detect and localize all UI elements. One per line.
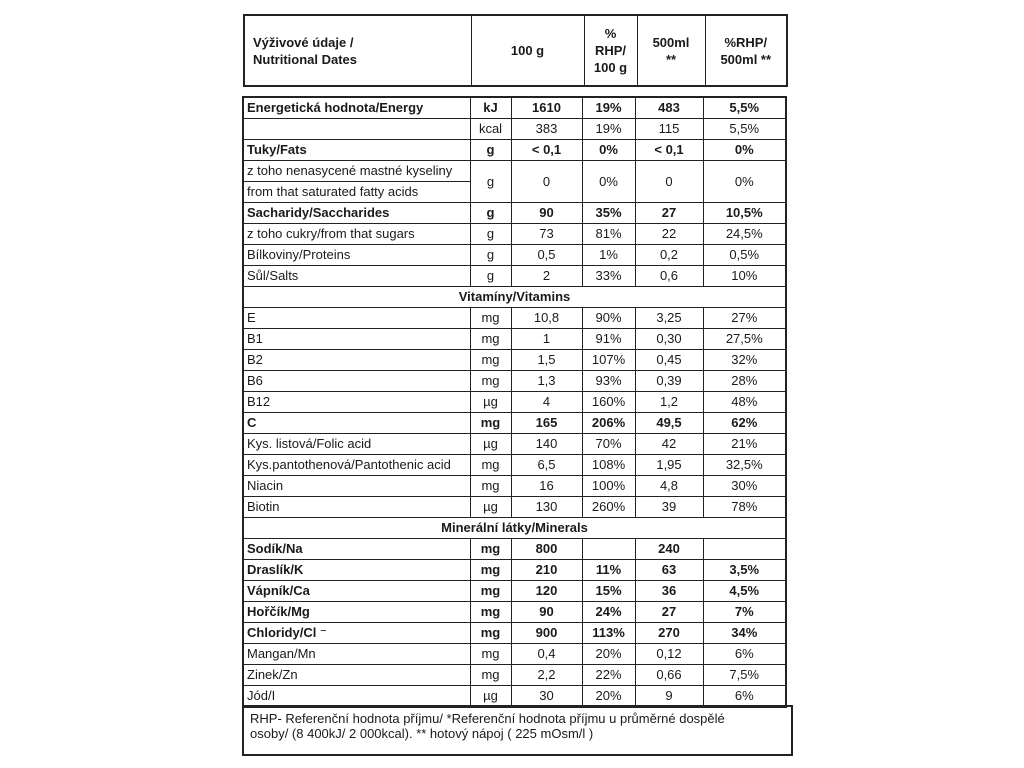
footnote <box>242 705 793 756</box>
rhp-500ml: 10% <box>703 266 786 287</box>
rhp-500ml: 30% <box>703 476 786 497</box>
nutrient-unit: mg <box>470 623 511 644</box>
rhp-100g: 113% <box>582 623 635 644</box>
header-row <box>244 15 787 86</box>
nutrient-unit: mg <box>470 308 511 329</box>
nutrient-row <box>243 413 786 434</box>
nutrient-row <box>243 97 786 119</box>
nutrient-row <box>243 686 786 708</box>
rhp-500ml: 3,5% <box>703 560 786 581</box>
rhp-100g <box>582 539 635 560</box>
rhp-100g: 22% <box>582 665 635 686</box>
nutrient-name: Sacharidy/Saccharides <box>243 203 470 224</box>
nutrient-row <box>243 497 786 518</box>
rhp-100g: 206% <box>582 413 635 434</box>
header-table <box>243 14 788 87</box>
nutrient-unit: mg <box>470 329 511 350</box>
nutrient-row <box>243 581 786 602</box>
value-100g: 0,5 <box>511 245 582 266</box>
value-100g: 30 <box>511 686 582 708</box>
value-500ml: 4,8 <box>635 476 703 497</box>
nutrient-name-line1: z toho nenasycené mastné kyseliny <box>247 163 453 178</box>
nutrient-name: Bílkoviny/Proteins <box>243 245 470 266</box>
nutrient-unit: g <box>470 266 511 287</box>
rhp-500ml: 0% <box>703 140 786 161</box>
rhp-500ml: 24,5% <box>703 224 786 245</box>
nutrient-row <box>243 665 786 686</box>
nutrient-unit: mg <box>470 350 511 371</box>
nutrient-row <box>243 245 786 266</box>
nutrient-row <box>243 224 786 245</box>
nutrient-unit: mg <box>470 665 511 686</box>
value-100g: < 0,1 <box>511 140 582 161</box>
value-100g: 4 <box>511 392 582 413</box>
nutrient-name: Vápník/Ca <box>243 581 470 602</box>
nutrient-unit: g <box>470 224 511 245</box>
rhp-500ml: 32% <box>703 350 786 371</box>
rhp-500ml: 5,5% <box>703 119 786 140</box>
header-100g: 100 g <box>471 15 584 86</box>
nutrient-name: C <box>243 413 470 434</box>
rhp-100g: 19% <box>582 119 635 140</box>
nutrient-unit: mg <box>470 560 511 581</box>
rhp-500ml: 78% <box>703 497 786 518</box>
nutrient-row <box>243 455 786 476</box>
value-100g: 73 <box>511 224 582 245</box>
rhp-100g: 15% <box>582 581 635 602</box>
header-rhp-500ml <box>705 15 787 86</box>
header-rhp-100g-line1: % <box>604 26 617 41</box>
value-100g: 10,8 <box>511 308 582 329</box>
nutrient-unit: kcal <box>470 119 511 140</box>
nutrient-unit: g <box>470 140 511 161</box>
rhp-500ml: 0,5% <box>703 245 786 266</box>
nutrient-unit: µg <box>470 497 511 518</box>
nutrient-row <box>243 560 786 581</box>
value-500ml: 0,6 <box>635 266 703 287</box>
rhp-100g: 20% <box>582 686 635 708</box>
value-500ml: 27 <box>635 602 703 623</box>
value-500ml: 3,25 <box>635 308 703 329</box>
nutrient-name: B2 <box>243 350 470 371</box>
rhp-500ml: 6% <box>703 644 786 665</box>
value-500ml: 270 <box>635 623 703 644</box>
value-500ml: 42 <box>635 434 703 455</box>
header-rhp-100g <box>584 15 637 86</box>
nutrient-name: Tuky/Fats <box>243 140 470 161</box>
nutrient-name: Jód/I <box>243 686 470 708</box>
nutrient-name: Biotin <box>243 497 470 518</box>
nutrient-unit: µg <box>470 434 511 455</box>
nutrient-row <box>243 350 786 371</box>
nutrient-unit: mg <box>470 602 511 623</box>
rhp-500ml: 10,5% <box>703 203 786 224</box>
nutrition-table-body <box>243 97 786 707</box>
nutrition-table <box>242 96 787 708</box>
value-500ml: 49,5 <box>635 413 703 434</box>
nutrient-row <box>243 140 786 161</box>
rhp-100g: 107% <box>582 350 635 371</box>
value-500ml: 0,12 <box>635 644 703 665</box>
header-name-line1: Výživové údaje / <box>253 34 354 50</box>
nutrient-unit: mg <box>470 644 511 665</box>
value-100g: 1 <box>511 329 582 350</box>
nutrient-row <box>243 119 786 140</box>
rhp-500ml: 28% <box>703 371 786 392</box>
value-100g: 140 <box>511 434 582 455</box>
rhp-500ml: 27% <box>703 308 786 329</box>
nutrient-unit: mg <box>470 581 511 602</box>
nutrient-name: Sůl/Salts <box>243 266 470 287</box>
nutrient-name: Kys. listová/Folic acid <box>243 434 470 455</box>
rhp-100g: 70% <box>582 434 635 455</box>
header-500ml-line1: 500ml <box>652 34 690 50</box>
nutrient-row <box>243 266 786 287</box>
header-name-cell <box>244 15 471 86</box>
header-rhp-100g-line3: 100 g <box>593 60 628 75</box>
nutrient-row <box>243 623 786 644</box>
value-100g: 16 <box>511 476 582 497</box>
header-rhp-100g-line2: RHP/ <box>594 43 627 58</box>
nutrient-row <box>243 161 786 203</box>
rhp-100g: 108% <box>582 455 635 476</box>
nutrient-row <box>243 392 786 413</box>
rhp-500ml: 5,5% <box>703 97 786 119</box>
value-500ml: 36 <box>635 581 703 602</box>
header-500ml-line2: ** <box>665 51 677 67</box>
nutrient-name: Zinek/Zn <box>243 665 470 686</box>
nutrient-unit: µg <box>470 686 511 708</box>
rhp-500ml: 0% <box>703 161 786 203</box>
rhp-500ml: 4,5% <box>703 581 786 602</box>
rhp-100g: 160% <box>582 392 635 413</box>
nutrient-unit: kJ <box>470 97 511 119</box>
nutrient-name: B12 <box>243 392 470 413</box>
value-100g: 2,2 <box>511 665 582 686</box>
rhp-100g: 81% <box>582 224 635 245</box>
value-100g: 90 <box>511 602 582 623</box>
nutrient-name <box>243 161 470 203</box>
rhp-100g: 24% <box>582 602 635 623</box>
value-100g: 0 <box>511 161 582 203</box>
section-title-vitamins-row <box>243 287 786 308</box>
rhp-500ml: 62% <box>703 413 786 434</box>
rhp-100g: 1% <box>582 245 635 266</box>
section-title-minerals: Minerální látky/Minerals <box>243 518 786 539</box>
nutrient-row <box>243 371 786 392</box>
value-500ml: 0,2 <box>635 245 703 266</box>
value-500ml: 0,30 <box>635 329 703 350</box>
rhp-100g: 33% <box>582 266 635 287</box>
nutrient-row <box>243 434 786 455</box>
nutrient-unit: mg <box>470 455 511 476</box>
rhp-500ml: 7% <box>703 602 786 623</box>
value-100g: 120 <box>511 581 582 602</box>
nutrient-row <box>243 476 786 497</box>
value-500ml: 483 <box>635 97 703 119</box>
nutrient-unit: mg <box>470 539 511 560</box>
rhp-500ml: 27,5% <box>703 329 786 350</box>
nutrient-unit: mg <box>470 371 511 392</box>
footnote-line2: osoby/ (8 400kJ/ 2 000kcal). ** hotový nápoj ( 225 mOsm/l ) <box>250 726 594 741</box>
rhp-100g: 20% <box>582 644 635 665</box>
nutrient-unit: µg <box>470 392 511 413</box>
header-name-line2: Nutritional Dates <box>253 51 358 67</box>
rhp-500ml: 32,5% <box>703 455 786 476</box>
nutrient-name: Mangan/Mn <box>243 644 470 665</box>
rhp-500ml <box>703 539 786 560</box>
nutrient-row <box>243 602 786 623</box>
value-100g: 383 <box>511 119 582 140</box>
value-500ml: 0,39 <box>635 371 703 392</box>
nutrient-name: z toho cukry/from that sugars <box>243 224 470 245</box>
value-500ml: 39 <box>635 497 703 518</box>
rhp-100g: 91% <box>582 329 635 350</box>
nutrient-row <box>243 644 786 665</box>
rhp-500ml: 6% <box>703 686 786 708</box>
rhp-100g: 93% <box>582 371 635 392</box>
rhp-100g: 19% <box>582 97 635 119</box>
nutrient-unit: g <box>470 245 511 266</box>
rhp-500ml: 48% <box>703 392 786 413</box>
nutrient-row <box>243 539 786 560</box>
value-500ml: 9 <box>635 686 703 708</box>
rhp-500ml: 7,5% <box>703 665 786 686</box>
value-100g: 165 <box>511 413 582 434</box>
section-title-minerals-row <box>243 518 786 539</box>
rhp-100g: 260% <box>582 497 635 518</box>
nutrient-name: Kys.pantothenová/Pantothenic acid <box>243 455 470 476</box>
value-100g: 1,5 <box>511 350 582 371</box>
nutrient-name <box>243 119 470 140</box>
value-500ml: 0,66 <box>635 665 703 686</box>
header-500ml <box>637 15 705 86</box>
header-rhp-500ml-line2: 500ml ** <box>720 51 772 67</box>
nutrient-name: Niacin <box>243 476 470 497</box>
value-100g: 800 <box>511 539 582 560</box>
rhp-100g: 35% <box>582 203 635 224</box>
nutrient-name-line2: from that saturated fatty acids <box>244 181 470 202</box>
value-100g: 0,4 <box>511 644 582 665</box>
value-500ml: < 0,1 <box>635 140 703 161</box>
nutrient-name: Sodík/Na <box>243 539 470 560</box>
rhp-100g: 0% <box>582 161 635 203</box>
nutrient-name: Chloridy/Cl ⁻ <box>243 623 470 644</box>
value-100g: 90 <box>511 203 582 224</box>
nutrient-unit: mg <box>470 413 511 434</box>
value-500ml: 22 <box>635 224 703 245</box>
nutrient-name: B6 <box>243 371 470 392</box>
value-100g: 1610 <box>511 97 582 119</box>
section-title-vitamins: Vitamíny/Vitamins <box>243 287 786 308</box>
value-500ml: 27 <box>635 203 703 224</box>
value-100g: 900 <box>511 623 582 644</box>
nutrient-row <box>243 308 786 329</box>
value-500ml: 240 <box>635 539 703 560</box>
nutrient-name: E <box>243 308 470 329</box>
nutrient-name: Energetická hodnota/Energy <box>243 97 470 119</box>
footnote-line1: RHP- Referenční hodnota příjmu/ *Referenční hodnota příjmu u průměrné dospělé <box>250 711 725 726</box>
nutrient-unit: g <box>470 161 511 203</box>
value-500ml: 0 <box>635 161 703 203</box>
value-500ml: 115 <box>635 119 703 140</box>
rhp-100g: 0% <box>582 140 635 161</box>
rhp-100g: 11% <box>582 560 635 581</box>
value-100g: 2 <box>511 266 582 287</box>
nutrient-unit: g <box>470 203 511 224</box>
value-100g: 210 <box>511 560 582 581</box>
nutrient-name: B1 <box>243 329 470 350</box>
value-100g: 6,5 <box>511 455 582 476</box>
value-100g: 1,3 <box>511 371 582 392</box>
value-500ml: 63 <box>635 560 703 581</box>
value-100g: 130 <box>511 497 582 518</box>
header-rhp-500ml-line1: %RHP/ <box>724 34 768 50</box>
nutrient-name: Hořčík/Mg <box>243 602 470 623</box>
nutrient-unit: mg <box>470 476 511 497</box>
rhp-500ml: 21% <box>703 434 786 455</box>
nutrient-row <box>243 329 786 350</box>
nutrient-name: Draslík/K <box>243 560 470 581</box>
value-500ml: 1,95 <box>635 455 703 476</box>
rhp-100g: 100% <box>582 476 635 497</box>
rhp-500ml: 34% <box>703 623 786 644</box>
value-500ml: 0,45 <box>635 350 703 371</box>
value-500ml: 1,2 <box>635 392 703 413</box>
rhp-100g: 90% <box>582 308 635 329</box>
nutrient-row <box>243 203 786 224</box>
